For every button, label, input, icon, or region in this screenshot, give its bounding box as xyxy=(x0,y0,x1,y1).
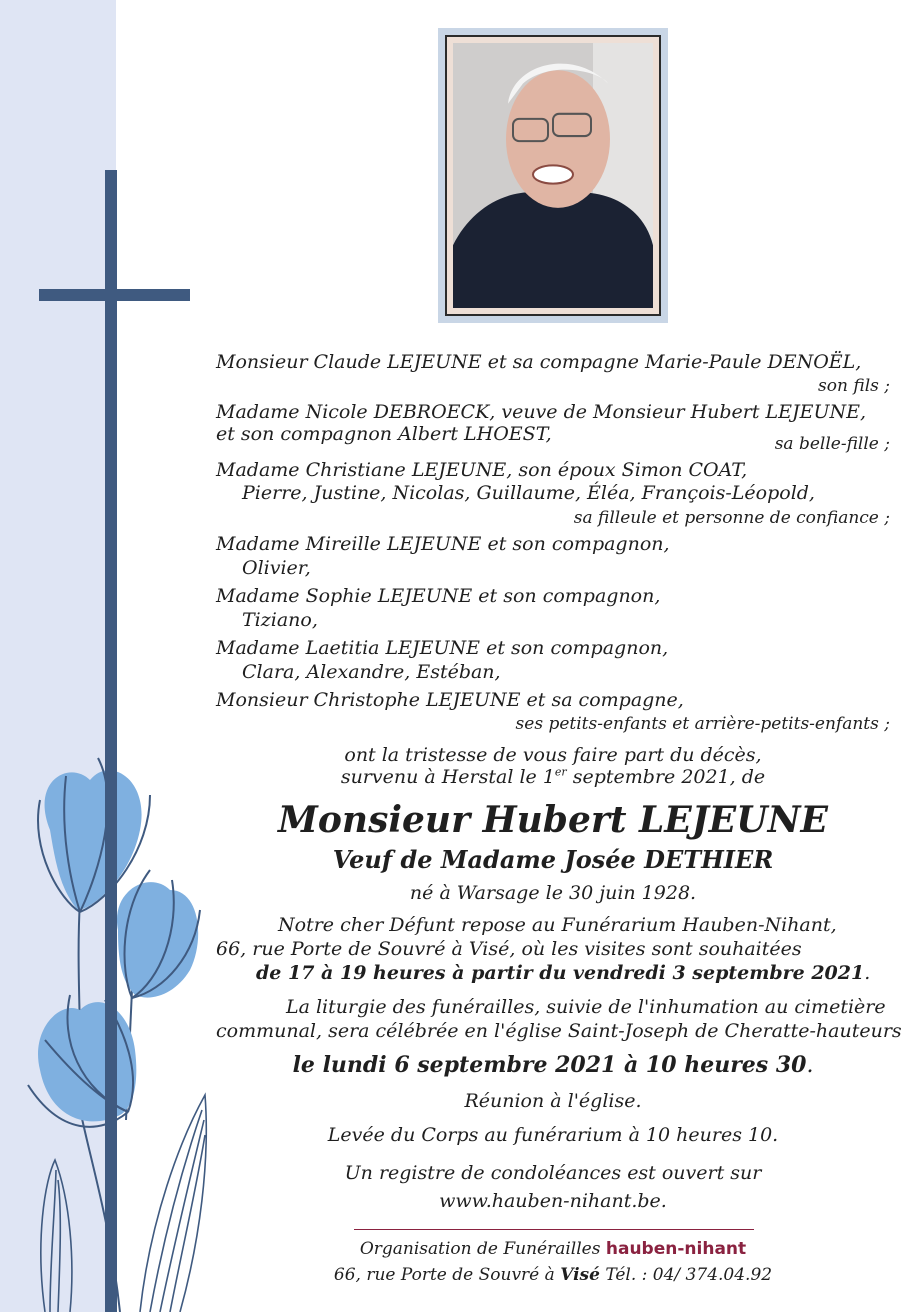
brand-name: hauben-nihant xyxy=(605,1239,747,1259)
footer-divider xyxy=(354,1229,754,1230)
portrait-mat xyxy=(445,35,661,316)
family-line: Olivier, xyxy=(242,557,311,579)
family-line: Madame Mireille LEJEUNE et son compagnon, xyxy=(216,533,670,555)
portrait-frame xyxy=(438,28,668,323)
footer-organisation: Organisation de Funérailles hauben-nihant xyxy=(359,1239,747,1259)
family-relation: son fils ; xyxy=(818,376,890,396)
family-relation: ses petits-enfants et arrière-petits-enfants ; xyxy=(515,714,890,734)
reunion-note: Réunion à l'église. xyxy=(464,1090,642,1112)
family-line: Tiziano, xyxy=(242,609,318,631)
family-line: Madame Laetitia LEJEUNE et son compagnon, xyxy=(216,637,669,659)
family-line: Monsieur Claude LEJEUNE et sa compagne Marie-Paule DENOËL, xyxy=(216,351,862,373)
family-line: et son compagnon Albert LHOEST, xyxy=(216,423,552,445)
announcement-line: survenu à Herstal le 1er septembre 2021, de xyxy=(340,765,766,788)
levee-note: Levée du Corps au funérarium à 10 heures 10. xyxy=(327,1124,779,1146)
announcement-line: ont la tristesse de vous faire part du décès, xyxy=(344,744,762,766)
funeral-line: communal, sera célébrée en l'église Saint-Joseph de Cheratte-hauteurs xyxy=(216,1020,902,1042)
family-line: Pierre, Justine, Nicolas, Guillaume, Éléa, François-Léopold, xyxy=(242,482,815,504)
family-line: Madame Christiane LEJEUNE, son époux Simon COAT, xyxy=(216,459,748,481)
family-relation: sa belle-fille ; xyxy=(774,434,890,454)
family-line: Madame Nicole DEBROECK, veuve de Monsieur Hubert LEJEUNE, xyxy=(216,401,867,423)
visit-hours: de 17 à 19 heures à partir du vendredi 3 septembre 2021. xyxy=(256,962,871,984)
family-line: Madame Sophie LEJEUNE et son compagnon, xyxy=(216,585,661,607)
portrait-photo xyxy=(453,43,653,308)
visit-line: 66, rue Porte de Souvré à Visé, où les visites sont souhaitées xyxy=(216,938,802,960)
deceased-name: Monsieur Hubert LEJEUNE xyxy=(278,799,828,841)
footer-address: 66, rue Porte de Souvré à Visé Tél. : 04/ 374.04.92 xyxy=(333,1265,773,1285)
funeral-date: le lundi 6 septembre 2021 à 10 heures 30. xyxy=(292,1052,814,1078)
family-line: Monsieur Christophe LEJEUNE et sa compagne, xyxy=(216,689,684,711)
family-line: Clara, Alexandre, Estéban, xyxy=(242,661,501,683)
deceased-spouse: Veuf de Madame Josée DETHIER xyxy=(332,845,774,874)
funeral-line: La liturgie des funérailles, suivie de l'inhumation au cimetière xyxy=(286,996,886,1018)
cross-horizontal xyxy=(39,289,190,301)
visit-line: Notre cher Défunt repose au Funérarium Hauben-Nihant, xyxy=(278,914,837,936)
deceased-birth: né à Warsage le 30 juin 1928. xyxy=(409,882,697,904)
registry-url: www.hauben-nihant.be. xyxy=(439,1190,667,1212)
tulip-flowers-decoration xyxy=(0,740,240,1312)
cross-vertical xyxy=(105,170,117,1312)
registry-line: Un registre de condoléances est ouvert sur xyxy=(344,1162,762,1184)
family-relation: sa filleule et personne de confiance ; xyxy=(573,508,890,528)
